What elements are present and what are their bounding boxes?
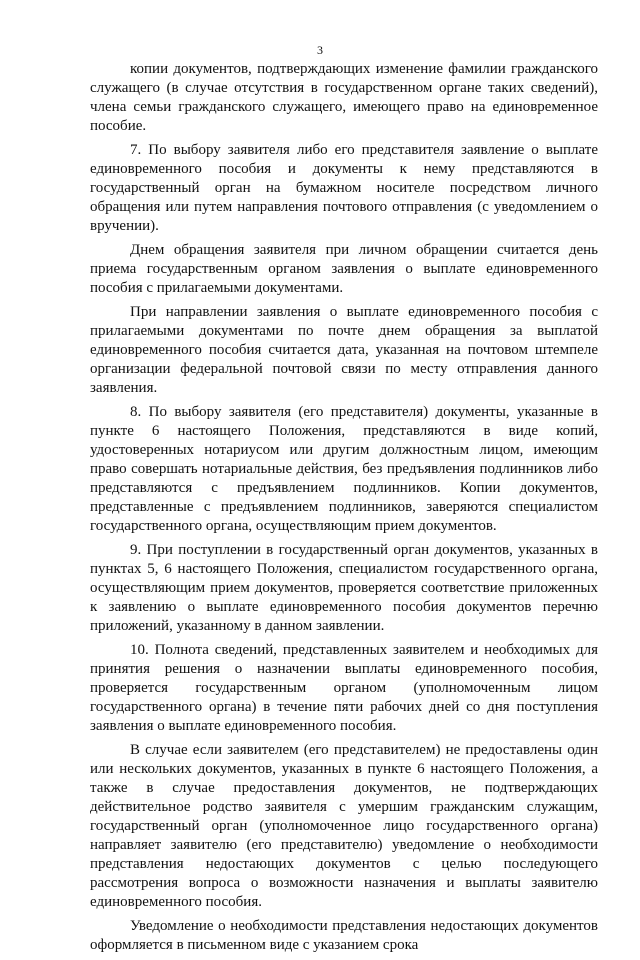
paragraph-notification: Уведомление о необходимости представления недостающих документов оформляется в письменном виде с указанием срока <box>90 918 598 953</box>
paragraph-missing-documents: В случае если заявителем (его представителем) не предоставлены один или нескольких документов, указанных в пункте 6 настоящего Положения, а также в случае предоставления документов, не подтверждающих действительное родство заявителя с умершим гражданским служащим, государственный орган (уполномоченное лицо государственного органа) направляет заявителю (его представителю) уведомление о необходимости представления недостающих документов с целью последующего рассмотрения вопроса о возможности назначения и выплаты заявителю единовременного пособия. <box>90 742 598 910</box>
paragraph-personal-appeal: Днем обращения заявителя при личном обращении считается день приема государственным органом заявления о выплате единовременного пособия с прилагаемыми документами. <box>90 242 598 296</box>
paragraph-clause-8: 8. По выбору заявителя (его представителя) документы, указанные в пункте 6 настоящего Положения, представляются в виде копий, удостоверенных нотариусом или другим должностным лицом, имеющим право совершать нотариальные действия, без предъявления подлинников либо представляются с предъявлением подлинников. Копии документов, представленные с предъявлением подлинников, заверяются специалистом государственного органа, осуществляющим прием документов. <box>90 404 598 534</box>
paragraph-clause-9: 9. При поступлении в государственный орган документов, указанных в пунктах 5, 6 настоящего Положения, специалистом государственного органа, осуществляющим прием документов, проверяется соответствие приложенных к заявлению о выплате единовременного пособия документов перечню приложений, указанному в данном заявлении. <box>90 542 598 634</box>
page-number: 3 <box>317 43 323 57</box>
paragraph-clause-10: 10. Полнота сведений, представленных заявителем и необходимых для принятия решения о назначении выплаты единовременного пособия, проверяется государственным органом (уполномоченным лицом государственного органа) в течение пяти рабочих дней со дня поступления заявления о выплате единовременного пособия. <box>90 642 598 734</box>
paragraph-postal-appeal: При направлении заявления о выплате единовременного пособия с прилагаемыми документами по почте днем обращения за выплатой единовременного пособия считается дата, указанная на почтовом штемпеле организации федеральной почтовой связи по месту отправления данного заявления. <box>90 304 598 396</box>
document-body <box>90 60 598 960</box>
paragraph-continuation: копии документов, подтверждающих изменение фамилии гражданского служащего (в случае отсутствия в государственном органе таких сведений), члена семьи гражданского служащего, имеющего право на единовременное пособие. <box>90 61 598 134</box>
paragraph-clause-7: 7. По выбору заявителя либо его представителя заявление о выплате единовременного пособия и документы к нему представляются в государственный орган на бумажном носителе посредством личного обращения или путем направления почтового отправления (с уведомлением о вручении). <box>90 142 598 234</box>
